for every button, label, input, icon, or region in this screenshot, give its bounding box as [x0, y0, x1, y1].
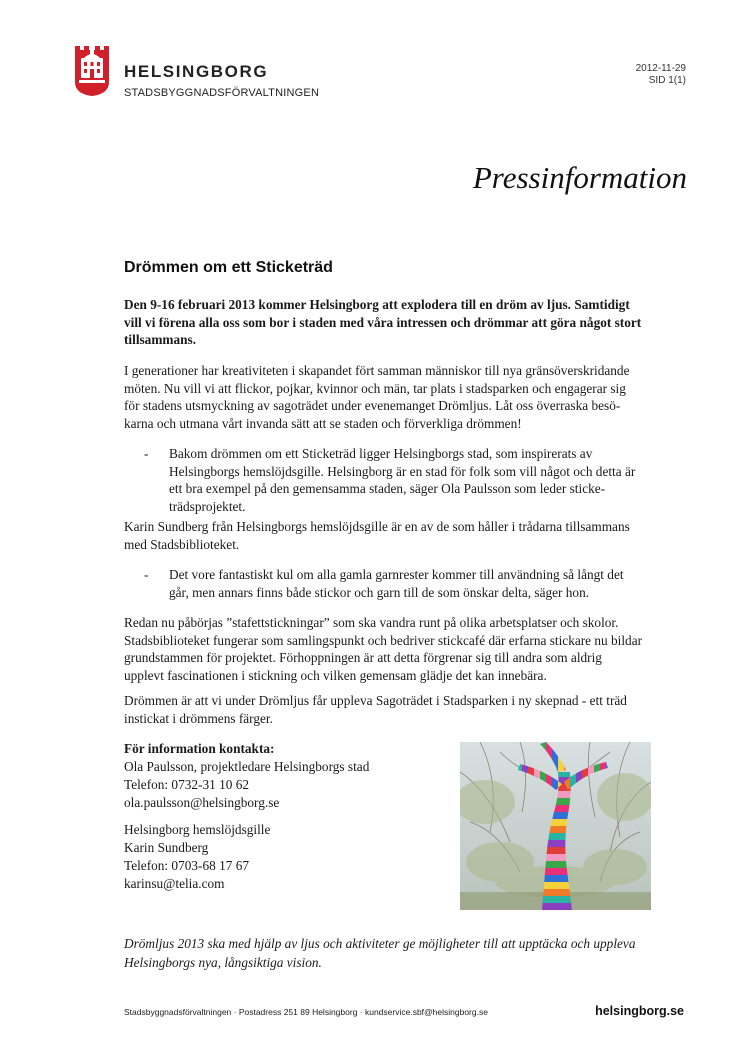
contact-block-2 [124, 821, 444, 893]
quote-bullet-2 [144, 566, 644, 601]
department-name: STADSBYGGNADSFÖRVALTNINGEN [124, 87, 320, 99]
footer-website-link[interactable]: helsingborg.se [595, 1004, 684, 1018]
document-date: 2012-11-29 [635, 63, 686, 74]
body-paragraph-3: Redan nu påbörjas ”stafettstickningar” som ska vandra runt på olika arbetsplatser och skolor. Stadsbiblioteket fungerar som samlingspunkt och bedriver stickcafé där erfarna stickare nu bildar grundstammen för projektet. Förhoppningen är att detta förgrenar sig till andra som aldrig upplevt fascinationen i stickning och vilken gemensam glädje det kan innebära. [124, 615, 643, 683]
footer-address: Stadsbyggnadsförvaltningen · Postadress 251 89 Helsingborg · kundservice.sbf@helsingborg.se [124, 1007, 488, 1017]
document-type-title: Pressinformation [472, 160, 687, 195]
bullet-dash: - [144, 567, 149, 582]
contact-org-2: Helsingborg hemslöjdsgille [124, 822, 271, 837]
contact-phone-2: Telefon: 0703-68 17 67 [124, 858, 249, 873]
lead-paragraph: Den 9-16 februari 2013 kommer Helsingborg att explodera till en dröm av ljus. Samtidigt vill vi förena alla oss som bor i staden med våra intressen och drömmar att göra något stort tillsammans. [124, 297, 642, 347]
headline: Drömmen om ett Sticketräd [124, 259, 333, 276]
contact-phone-1: Telefon: 0732-31 10 62 [124, 777, 249, 792]
quote-text-2: Det vore fantastiskt kul om alla gamla garnrester kommer till användning så långt det går, men annars finns både stickor och garn till de som önskar delta, säger hon. [169, 567, 624, 600]
body-paragraph-2: Karin Sundberg från Helsingborgs hemslöjdsgille är en av de som håller i trådarna tillsammans med Stadsbiblioteket. [124, 519, 630, 552]
contact-heading: För information kontakta: [124, 741, 275, 756]
contact-name-1: Ola Paulsson, projektledare Helsingborgs stad [124, 759, 370, 774]
bullet-dash: - [144, 446, 149, 461]
contact-name-2: Karin Sundberg [124, 840, 209, 855]
quote-text-1: Bakom drömmen om ett Sticketräd ligger Helsingborgs stad, som inspirerats av Helsingborgs hemslöjdsgille. Helsingborg är en stad för folk som vill något och detta är ett bra exempel på den gemensamma staden, säger Ola Paulsson som leder sticketrädsprojektet. [169, 446, 636, 514]
quote-bullet-1 [144, 445, 644, 515]
contact-email-1[interactable]: ola.paulsson@helsingborg.se [124, 795, 280, 810]
closing-statement: Drömljus 2013 ska med hjälp av ljus och aktiviteter ge möjligheter till att upptäcka och uppleva Helsingborgs nya, långsiktiga vision. [124, 936, 636, 970]
contact-email-2[interactable]: karinsu@telia.com [124, 876, 225, 891]
body-paragraph-1: I generationer har kreativiteten i skapandet fört samman människor till nya gränsöverskridande möten. Nu vill vi att flickor, pojkar, kvinnor och män, tar plats i stadsparken och engagerar sig för stadens utsmyckning av sagoträdet under evenemanget Drömljus. Låt oss överraska besökarna och utmana vårt invanda sätt att se staden och förverkliga drömmen! [124, 363, 630, 431]
contact-block-1 [124, 740, 444, 812]
helsingborg-castle-crest-icon [74, 44, 110, 98]
org-name: HELSINGBORG [124, 62, 269, 81]
page-number: SID 1(1) [648, 75, 686, 86]
body-paragraph-4: Drömmen är att vi under Drömljus får uppleva Sagoträdet i Stadsparken i ny skepnad - ett träd instickat i drömmens färger. [124, 693, 627, 726]
knitted-tree-photo [460, 742, 651, 910]
document-date-block [636, 63, 686, 87]
